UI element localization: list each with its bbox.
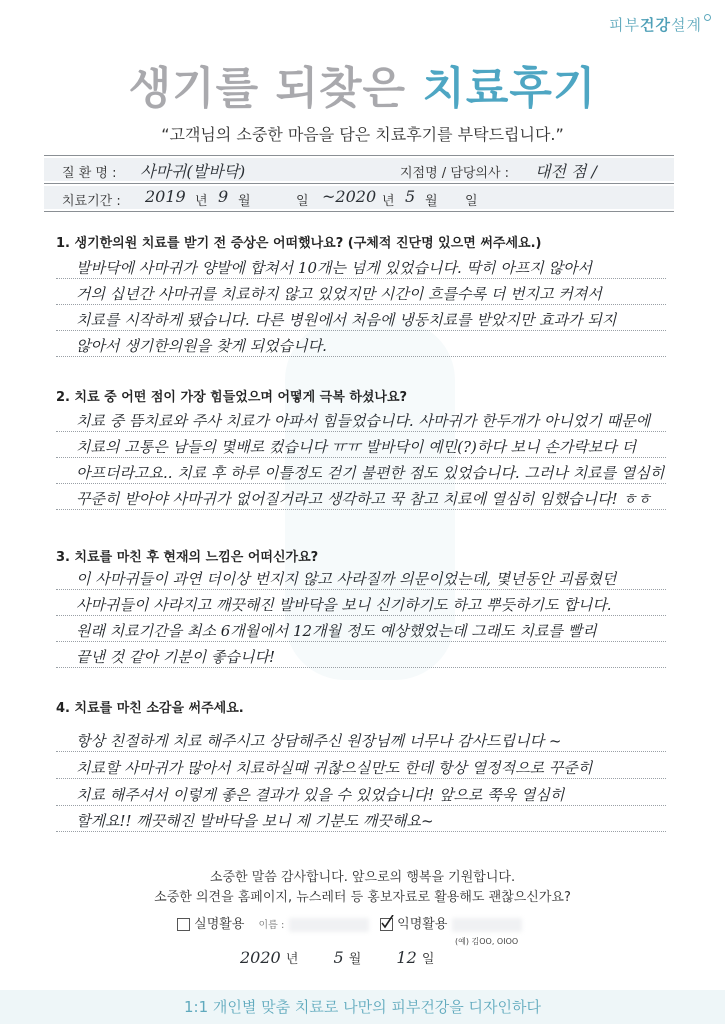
anonymous-option [380, 913, 522, 932]
signature-date: 2020 년 5 월 12 일 [240, 948, 435, 967]
anonymous-checkbox[interactable] [380, 918, 393, 931]
end-year-unit: 년 [382, 194, 395, 209]
disease-label: 질 환 명 : [62, 166, 117, 181]
date-month: 5 [333, 948, 344, 967]
start-year-unit: 년 [195, 194, 208, 209]
answer-rule [56, 509, 666, 511]
branch-value: 대전 점 / [535, 162, 597, 181]
end-month-unit: 월 [425, 194, 438, 209]
answer-rule [56, 330, 666, 332]
question-2: 2. 치료 중 어떤 점이 가장 힘들었으며 어떻게 극복 하셨나요? [56, 390, 408, 405]
answer-rule [56, 778, 666, 780]
answer-rule [56, 457, 666, 459]
answer-1-line-3: 치료를 시작하게 됐습니다. 다른 병원에서 처음에 냉동치료를 받았지만 효과가 되지 [76, 311, 617, 329]
answer-4-line-4: 할게요!! 깨끗해진 발바닥을 보니 제 기분도 깨끗해요~ [76, 812, 434, 830]
disease-value: 사마귀(발바닥) [140, 162, 246, 181]
branch-label: 지점명 / 담당의사 : [400, 166, 510, 181]
answer-2-line-1: 치료 중 뜸치료와 주사 치료가 아파서 힘들었습니다. 사마귀가 한두개가 아니었기 때문에 [76, 412, 651, 430]
page-subtitle: “고객님의 소중한 마음을 담은 치료후기를 부탁드립니다.” [161, 125, 564, 144]
answer-1-line-4: 않아서 생기한의원을 찾게 되었습니다. [76, 337, 327, 355]
period-label: 치료기간 : [62, 194, 121, 209]
answer-rule [56, 615, 666, 617]
answer-3-line-1: 이 사마귀들이 과연 더이상 번지지 않고 사라질까 의문이었는데, 몇년동안 괴롭혔던 [76, 570, 617, 588]
answer-3-line-2: 사마귀들이 사라지고 깨끗해진 발바닥을 보니 신기하기도 하고 뿌듯하기도 합니다. [76, 596, 612, 614]
date-year: 2020 [240, 948, 281, 967]
start-month-unit: 월 [238, 194, 251, 209]
answer-2-line-2: 치료의 고통은 남들의 몇배로 컸습니다 ㅠㅠ 발바닥이 예민(?)하다 보니 손가락보다 더 [76, 438, 637, 456]
answer-rule [56, 831, 666, 833]
brand-dot-icon [704, 14, 711, 21]
footer-tagline: 1:1 개인별 맞춤 치료로 나만의 피부건강을 디자인하다 [0, 990, 725, 1024]
thanks-text: 소중한 말씀 감사합니다. 앞으로의 행복을 기원합니다. [209, 870, 516, 885]
anonymous-label: 익명활용 [397, 917, 448, 932]
page-title: 생기를 되찾은 치료후기 [128, 63, 597, 114]
question-4: 4. 치료를 마친 소감을 써주세요. [56, 701, 244, 716]
answer-1-line-1: 발바닥에 사마귀가 양발에 합쳐서 10개는 넘게 있었습니다. 딱히 아프지 않아서 [76, 259, 592, 277]
divider [44, 211, 674, 212]
answer-rule [56, 431, 666, 433]
answer-rule [56, 589, 666, 591]
end-year: ~2020 [322, 187, 377, 206]
start-month: 9 [218, 187, 229, 206]
answer-rule [56, 667, 666, 669]
answer-rule [56, 641, 666, 643]
anonymous-blurred [452, 918, 522, 932]
answer-rule [56, 356, 666, 358]
answer-rule [56, 278, 666, 280]
check-mark-icon [380, 915, 394, 929]
answer-4-line-1: 항상 친절하게 치료 해주시고 상담해주신 원장님께 너무나 감사드립니다 ~ [76, 732, 562, 750]
consent-options [177, 913, 369, 932]
answer-3-line-4: 끝낸 것 같아 기분이 좋습니다! [76, 648, 275, 666]
date-day: 12 [396, 948, 417, 967]
name-label: 이름 : [258, 920, 285, 931]
end-day-unit: 일 [465, 194, 478, 209]
example-text: (예) 김OO, OIOO [455, 937, 519, 946]
answer-2-line-4: 꾸준히 받아야 사마귀가 없어질거라고 생각하고 꾹 참고 치료에 열심히 임했습니다! ㅎㅎ [76, 490, 652, 508]
start-year: 2019 [145, 187, 186, 206]
divider [44, 155, 674, 156]
answer-rule [56, 483, 666, 485]
question-1: 1. 생기한의원 치료를 받기 전 증상은 어떠했나요? (구체적 진단명 있으면 써주세요.) [56, 236, 542, 251]
question-3: 3. 치료를 마친 후 현재의 느낌은 어떠신가요? [56, 550, 319, 565]
answer-4-line-2: 치료할 사마귀가 많아서 치료하실때 귀찮으실만도 한데 항상 열정적으로 꾸준히 [76, 759, 593, 777]
divider [44, 183, 674, 184]
answer-4-line-3: 치료 해주셔서 이렇게 좋은 결과가 있을 수 있었습니다! 앞으로 쭉욱 열심히 [76, 786, 565, 804]
answer-rule [56, 304, 666, 306]
name-blurred [289, 918, 369, 932]
real-name-checkbox[interactable] [177, 918, 190, 931]
answer-rule [56, 751, 666, 753]
start-day-unit: 일 [296, 194, 309, 209]
brand-logo: 피부건강설계 [609, 14, 711, 35]
answer-2-line-3: 아프더라고요.. 치료 후 하루 이틀정도 걷기 불편한 점도 있었습니다. 그러나 치료를 열심히 [76, 464, 665, 482]
end-month: 5 [405, 187, 416, 206]
answer-1-line-2: 거의 십년간 사마귀를 치료하지 않고 있었지만 시간이 흐를수록 더 번지고 커져서 [76, 285, 602, 303]
real-name-label: 실명활용 [194, 917, 245, 932]
consent-question: 소중한 의견을 홈페이지, 뉴스레터 등 홍보자료로 활용해도 괜찮으신가요? [154, 890, 571, 905]
answer-3-line-3: 원래 치료기간을 최소 6개월에서 12개월 정도 예상했었는데 그래도 치료를 빨리 [76, 622, 597, 640]
answer-rule [56, 805, 666, 807]
